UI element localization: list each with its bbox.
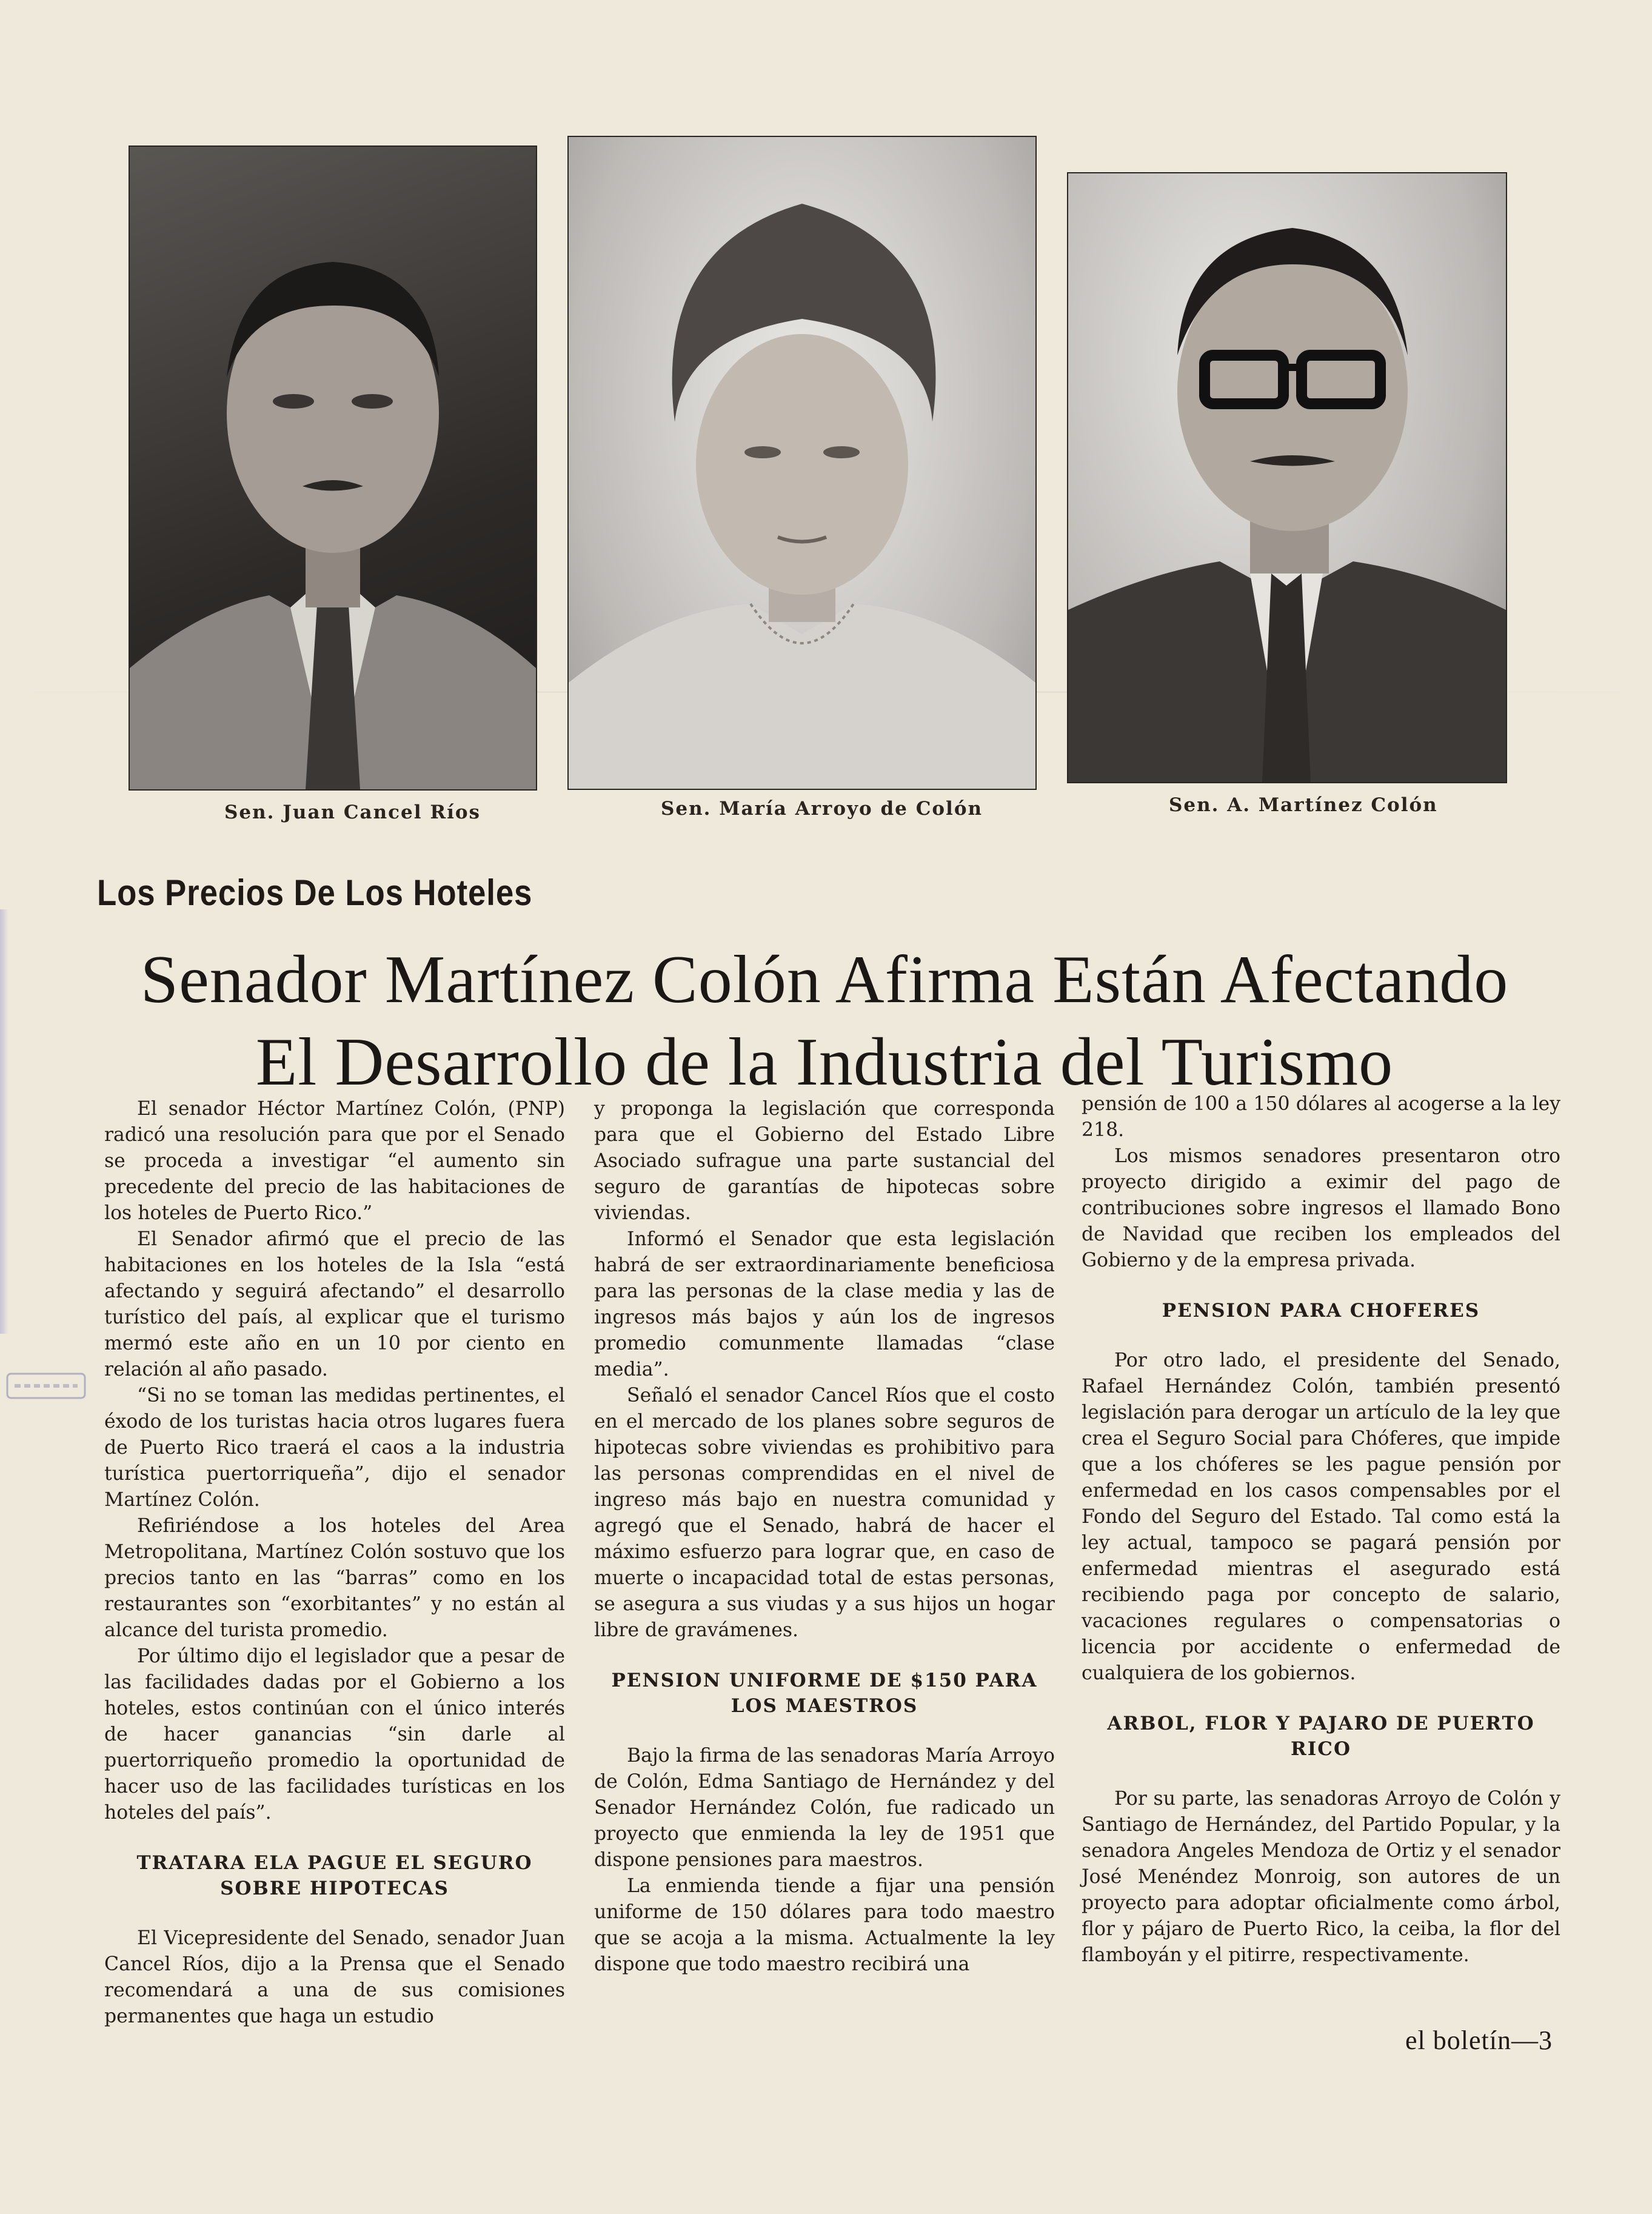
headline-line-1: Senador Martínez Colón Afirma Están Afectando — [140, 942, 1509, 1017]
subheading-seguro-hipotecas: TRATARA ELA PAGUE EL SEGURO SOBRE HIPOTECAS — [136, 1852, 533, 1899]
photo-caption-2: Sen. María Arroyo de Colón — [661, 798, 983, 820]
photo-a-martinez-colon — [1067, 172, 1507, 783]
article-kicker: Los Precios De Los Hoteles — [97, 872, 533, 913]
paragraph: Bajo la firma de las senadoras María Arroyo de Colón, Edma Santiago de Hernández y del Senador Hernández Colón, fue radicado un proyecto que enmienda la ley de 1951 que dispone pensiones para maestros. — [594, 1745, 1055, 1871]
paragraph: Por último dijo el legislador que a pesar de las facilidades dadas por el Gobierno a los hoteles, estos continúan con el único interés de hacer ganancias “sin darle al puertorriqueño promedio la oportunidad de hacer uso de las facilidades turísticas en los hoteles del país”. — [104, 1645, 565, 1824]
paragraph: pensión de 100 a 150 dólares al acogerse a la ley 218. — [1082, 1093, 1560, 1141]
paragraph: El Senador afirmó que el precio de las habitaciones en los hoteles de la Isla “está afectando y seguirá afectando” el desarrollo turístico del país, al explicar que el turismo mermó este año en un 10 por ciento en relación al año pasado. — [104, 1228, 565, 1380]
paragraph: Por otro lado, el presidente del Senado, Rafael Hernández Colón, también presentó legislación para derogar un artículo de la ley que crea el Seguro Social para Chóferes, que impide que a los chóferes se les pague pensión por enfermedad en los casos compensables por el Fondo del Seguro del Estado. Tal como está la ley actual, tampoco se pagará pensión por enfermedad mientras el asegurado está recibiendo paga por concepto de salario, vacaciones regulares o compensatorias o licencia por accidente o enfermedad de cualquiera de los gobiernos. — [1082, 1349, 1560, 1684]
article-headline — [91, 938, 1558, 1103]
photo-caption-3: Sen. A. Martínez Colón — [1169, 794, 1438, 816]
subheading-pension-choferes: PENSION PARA CHOFERES — [1162, 1300, 1480, 1322]
photo-maria-arroyo-de-colon — [567, 136, 1037, 790]
photo-juan-cancel-rios — [129, 145, 537, 791]
paragraph: Refiriéndose a los hoteles del Area Metropolitana, Martínez Colón sostuvo que los precios tanto en las “barras” como en los restaurantes son “exorbitantes” y no están al alcance del turista promedio. — [104, 1515, 565, 1641]
page-edge-shadow — [0, 909, 8, 1334]
paragraph: El senador Héctor Martínez Colón, (PNP) radicó una resolución para que por el Senado se proceda a investigar “el aumento sin precedente del precio de las habitaciones de los hoteles de Puerto Rico.” — [104, 1098, 565, 1224]
subheading-pension-maestros: PENSION UNIFORME DE $150 PARA LOS MAESTROS — [611, 1670, 1038, 1717]
subheading-arbol-flor-pajaro: ARBOL, FLOR Y PAJARO DE PUERTO RICO — [1107, 1713, 1535, 1760]
paragraph: El Vicepresidente del Senado, senador Juan Cancel Ríos, dijo a la Prensa que el Senado recomendará a una de sus comisiones permanentes que haga un estudio — [104, 1927, 565, 2027]
article-column-1 — [104, 1096, 565, 2030]
paragraph: “Si no se toman las medidas pertinentes, el éxodo de los turistas hacia otros lugares fuera de Puerto Rico traerá el caos a la industria turística puertorriqueña”, dijo el senador Martínez Colón. — [104, 1385, 565, 1511]
paragraph: Por su parte, las senadoras Arroyo de Colón y Santiago de Hernández, del Partido Popular, y la senadora Angeles Mendoza de Ortiz y el senador José Menéndez Monroig, son autores de un proyecto para adoptar oficialmente como árbol, flor y pájaro de Puerto Rico, la ceiba, la flor del flamboyán y el pitirre, respectivamente. — [1082, 1788, 1560, 1966]
ink-stamp-mark — [5, 1369, 90, 1403]
paragraph: y proponga la legislación que corresponda para que el Gobierno del Estado Libre Asociado sufrague una parte sustancial del seguro de garantías de hipotecas sobre viviendas. — [594, 1098, 1055, 1224]
paragraph: La enmienda tiende a fijar una pensión uniforme de 150 dólares para todo maestro que se acoja a la misma. Actualmente la ley dispone que todo maestro recibirá una — [594, 1875, 1055, 1975]
paragraph: Los mismos senadores presentaron otro proyecto dirigido a eximir del pago de contribuciones sobre ingresos el llamado Bono de Navidad que reciben los empleados del Gobierno y de la empresa privada. — [1082, 1145, 1560, 1271]
article-column-3 — [1082, 1091, 1560, 1968]
headline-line-2: El Desarrollo de la Industria del Turismo — [255, 1025, 1394, 1100]
page-footer-label: el boletín—3 — [1405, 2025, 1553, 2055]
article-column-2 — [594, 1096, 1055, 1978]
photo-caption-1: Sen. Juan Cancel Ríos — [224, 801, 481, 823]
paragraph: Señaló el senador Cancel Ríos que el costo en el mercado de los planes sobre seguros de hipotecas sobre viviendas es prohibitivo para las personas comprendidas en el nivel de ingreso más bajo en nuestra comunidad y agregó que el Senado, habrá de hacer el máximo esfuerzo para lograr que, en caso de muerte o incapacidad total de estas personas, se asegura a sus viudas y a sus hijos un hogar libre de gravámenes. — [594, 1385, 1055, 1641]
paragraph: Informó el Senador que esta legislación habrá de ser extraordinariamente beneficiosa para las personas de la clase media y las de ingresos más bajos y aún los de ingresos promedio comunmente llamadas “clase media”. — [594, 1228, 1055, 1380]
